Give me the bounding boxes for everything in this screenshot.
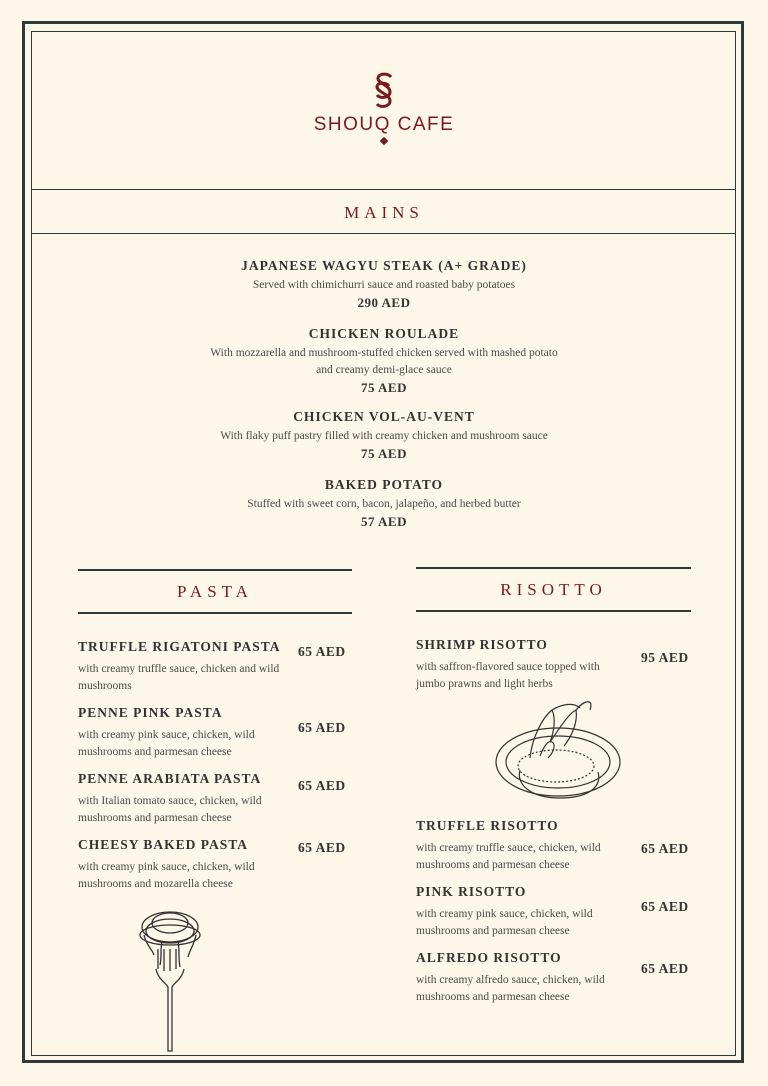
item-name: CHICKEN VOL-AU-VENT bbox=[293, 409, 475, 424]
item-desc: with creamy pink sauce, chicken, wild mushrooms and mozarella cheese bbox=[78, 861, 255, 890]
pasta-item bbox=[78, 837, 288, 893]
pasta-title: PASTA bbox=[177, 582, 253, 601]
mains-item bbox=[120, 258, 648, 311]
item-desc: with creamy pink sauce, chicken, wild mushrooms and parmesan cheese bbox=[78, 729, 255, 758]
item-desc: with Italian tomato sauce, chicken, wild mushrooms and parmesan cheese bbox=[78, 795, 262, 824]
item-price: 65 AED bbox=[641, 961, 689, 976]
item-price: 65 AED bbox=[641, 841, 689, 856]
item-price: 65 AED bbox=[298, 840, 346, 855]
pasta-item bbox=[78, 771, 288, 827]
shrimp-risotto-plate-icon bbox=[490, 698, 625, 808]
item-price: 65 AED bbox=[298, 778, 346, 793]
brand-diamond-icon bbox=[380, 137, 388, 145]
item-price: 65 AED bbox=[298, 644, 346, 659]
risotto-item bbox=[416, 884, 626, 940]
brand-logo bbox=[0, 70, 768, 144]
ss-monogram-icon bbox=[369, 70, 399, 112]
item-price: 65 AED bbox=[298, 720, 346, 735]
pasta-rule-top bbox=[78, 569, 352, 571]
item-name: CHICKEN ROULADE bbox=[308, 326, 460, 341]
item-desc: Stuffed with sweet corn, bacon, jalapeño, and herbed butter bbox=[247, 498, 521, 510]
item-name: TRUFFLE RISOTTO bbox=[416, 818, 559, 833]
item-desc: with creamy alfredo sauce, chicken, wild mushrooms and parmesan cheese bbox=[416, 974, 605, 1003]
header-divider bbox=[31, 189, 736, 190]
risotto-rule-top bbox=[416, 567, 691, 569]
item-desc: Served with chimichurri sauce and roasted baby potatoes bbox=[252, 279, 516, 291]
item-price: 57 AED bbox=[361, 514, 407, 529]
risotto-item bbox=[416, 818, 626, 874]
risotto-item bbox=[416, 950, 626, 1006]
risotto-item bbox=[416, 637, 626, 693]
mains-item bbox=[120, 477, 648, 530]
item-name: PENNE PINK PASTA bbox=[78, 705, 223, 720]
item-name: CHEESY BAKED PASTA bbox=[78, 837, 249, 852]
item-price: 75 AED bbox=[361, 446, 407, 461]
pasta-item bbox=[78, 705, 288, 761]
risotto-rule-bottom bbox=[416, 610, 691, 612]
mains-item bbox=[205, 326, 563, 396]
item-price: 95 AED bbox=[641, 650, 689, 665]
item-desc: with creamy truffle sauce, chicken, wild mushrooms and parmesan cheese bbox=[416, 842, 601, 871]
pasta-item bbox=[78, 639, 288, 695]
item-price: 290 AED bbox=[357, 295, 411, 310]
item-desc: with creamy pink sauce, chicken, wild mushrooms and parmesan cheese bbox=[416, 908, 593, 937]
mains-divider bbox=[31, 233, 736, 234]
item-price: 75 AED bbox=[361, 380, 407, 395]
item-name: PENNE ARABIATA PASTA bbox=[78, 771, 262, 786]
mains-title: MAINS bbox=[344, 203, 424, 222]
pasta-rule-bottom bbox=[78, 612, 352, 614]
item-name: PINK RISOTTO bbox=[416, 884, 527, 899]
item-price: 65 AED bbox=[641, 899, 689, 914]
item-name: JAPANESE WAGYU STEAK (A+ GRADE) bbox=[241, 258, 527, 273]
item-desc: With flaky puff pastry filled with creamy chicken and mushroom sauce bbox=[220, 430, 548, 442]
item-desc: with creamy truffle sauce, chicken and wild mushrooms bbox=[78, 663, 280, 692]
item-desc: with saffron-flavored sauce topped with jumbo prawns and light herbs bbox=[416, 661, 600, 690]
pasta-fork-icon bbox=[132, 905, 212, 1055]
risotto-title: RISOTTO bbox=[500, 580, 607, 599]
item-name: ALFREDO RISOTTO bbox=[416, 950, 562, 965]
brand-name: SHOUQ CAFE bbox=[313, 114, 455, 135]
mains-item bbox=[120, 409, 648, 462]
item-desc: With mozzarella and mushroom-stuffed chicken served with mashed potato and creamy demi-glace sauce bbox=[210, 347, 558, 376]
item-name: BAKED POTATO bbox=[324, 477, 444, 492]
item-name: SHRIMP RISOTTO bbox=[416, 637, 548, 652]
item-name: TRUFFLE RIGATONI PASTA bbox=[78, 639, 281, 654]
inner-frame bbox=[31, 31, 736, 1056]
